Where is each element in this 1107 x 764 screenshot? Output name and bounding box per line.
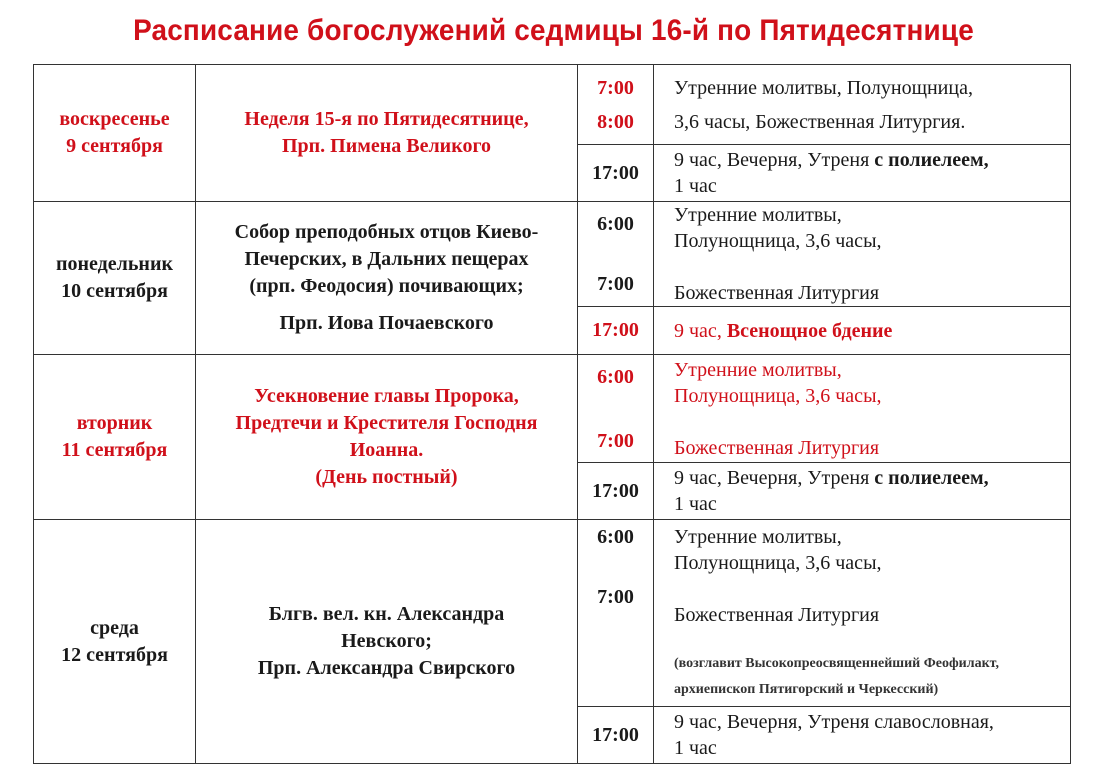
day-name: понедельник [55, 253, 174, 275]
day-name: вторник [76, 412, 153, 434]
day-name: воскресенье [59, 108, 170, 130]
day-cell-tuesday [34, 355, 196, 520]
morning-times-wednesday [578, 520, 654, 707]
service-text-bold: Всенощное бдение [726, 319, 893, 342]
service-text-bold: с полиелеем, [874, 467, 989, 489]
evening-time-monday: 17:00 [578, 307, 654, 355]
service-line [674, 465, 1070, 491]
evening-time-wednesday: 17:00 [578, 707, 654, 764]
service-line [674, 147, 1070, 173]
spacer [674, 628, 1070, 654]
page-title: Расписание богослужений седмицы 16-й по Пятидесятнице [133, 14, 974, 47]
feast-cell-monday [196, 202, 578, 355]
service-line: 1 час [674, 493, 717, 515]
day-cell-wednesday [34, 520, 196, 764]
spacer [578, 394, 653, 424]
spacer [674, 254, 1070, 280]
day-name: среда [90, 616, 139, 639]
feast-line: (прп. Феодосия) почивающих; [249, 275, 524, 297]
service-text: 9 час, Вечерня, Утреня [674, 149, 875, 171]
spacer [578, 554, 653, 580]
feast-line: Невского; [341, 630, 432, 652]
feast-cell-sunday [196, 65, 578, 202]
service-line: Божественная Литургия [674, 282, 880, 304]
service-time: 7:00 [597, 586, 634, 608]
spacer [674, 409, 1070, 435]
service-note: (возглавит Высокопреосвященнейший Феофилакт, [674, 656, 999, 671]
feast-line: Предтечи и Крестителя Господня [235, 412, 538, 434]
feast-line: Собор преподобных отцов Киево- [234, 221, 539, 243]
day-cell-sunday [34, 65, 196, 202]
day-date: 12 сентября [61, 643, 168, 666]
spacer [200, 300, 573, 310]
feast-line: Прп. Пимена Великого [281, 135, 492, 157]
service-time: 7:00 [597, 76, 634, 99]
service-line: Божественная Литургия [674, 604, 880, 626]
evening-time-tuesday: 17:00 [578, 463, 654, 520]
feast-line: Иоанна. [349, 439, 424, 461]
service-text: 9 час, [674, 319, 727, 342]
table-row [34, 520, 1071, 707]
service-line: Божественная Литургия [674, 436, 880, 459]
feast-cell-tuesday [196, 355, 578, 520]
evening-service-monday [654, 307, 1071, 355]
service-text-bold: с полиелеем, [874, 149, 989, 171]
service-time: 6:00 [597, 526, 634, 548]
feast-line: Печерских, в Дальних пещерах [244, 248, 529, 270]
spacer [674, 576, 1070, 602]
service-line: 1 час [674, 737, 717, 759]
evening-service-tuesday [654, 463, 1071, 520]
service-line: Полунощница, 3,6 часы, [674, 384, 882, 407]
service-time: 8:00 [597, 110, 634, 133]
evening-service-sunday [654, 145, 1071, 202]
service-line: 3,6 часы, Божественная Литургия. [674, 110, 966, 133]
day-date: 11 сентября [61, 439, 168, 461]
service-time: 6:00 [597, 365, 634, 388]
service-text: 9 час, Вечерня, Утреня [674, 467, 875, 489]
table-row [34, 202, 1071, 307]
table-row [34, 65, 1071, 145]
service-time: 7:00 [597, 429, 634, 452]
feast-line: Прп. Александра Свирского [257, 657, 516, 679]
feast-cell-wednesday [196, 520, 578, 764]
schedule-table [33, 64, 1071, 764]
feast-line: Усекновение главы Пророка, [254, 385, 519, 407]
day-date: 10 сентября [61, 280, 168, 302]
spacer [578, 241, 653, 267]
feast-line: (День постный) [315, 466, 458, 488]
table-row [34, 355, 1071, 463]
service-time: 6:00 [597, 213, 634, 235]
service-note: архиепископ Пятигорский и Черкесский) [674, 682, 939, 697]
service-line: 9 час, Вечерня, Утреня славословная, [674, 711, 994, 733]
morning-times-monday [578, 202, 654, 307]
service-line: 1 час [674, 175, 717, 197]
evening-service-wednesday [654, 707, 1071, 764]
day-cell-monday [34, 202, 196, 355]
service-line: Полунощница, 3,6 часы, [674, 230, 882, 252]
feast-line: Неделя 15-я по Пятидесятнице, [244, 108, 529, 130]
service-line: Утренние молитвы, [674, 358, 842, 381]
service-line: Полунощница, 3,6 часы, [674, 552, 882, 574]
morning-services-monday [654, 202, 1071, 307]
evening-time-sunday: 17:00 [578, 145, 654, 202]
service-time: 7:00 [597, 273, 634, 295]
morning-times-sunday [578, 65, 654, 145]
morning-services-tuesday [654, 355, 1071, 463]
morning-times-tuesday [578, 355, 654, 463]
feast-line: Прп. Иова Почаевского [279, 312, 494, 334]
service-line: Утренние молитвы, Полунощница, [674, 76, 973, 99]
service-line: Утренние молитвы, [674, 204, 842, 226]
day-date: 9 сентября [66, 135, 163, 157]
morning-services-sunday [654, 65, 1071, 145]
morning-services-wednesday [654, 520, 1071, 707]
service-line: Утренние молитвы, [674, 526, 842, 548]
feast-line: Блгв. вел. кн. Александра [268, 603, 505, 625]
